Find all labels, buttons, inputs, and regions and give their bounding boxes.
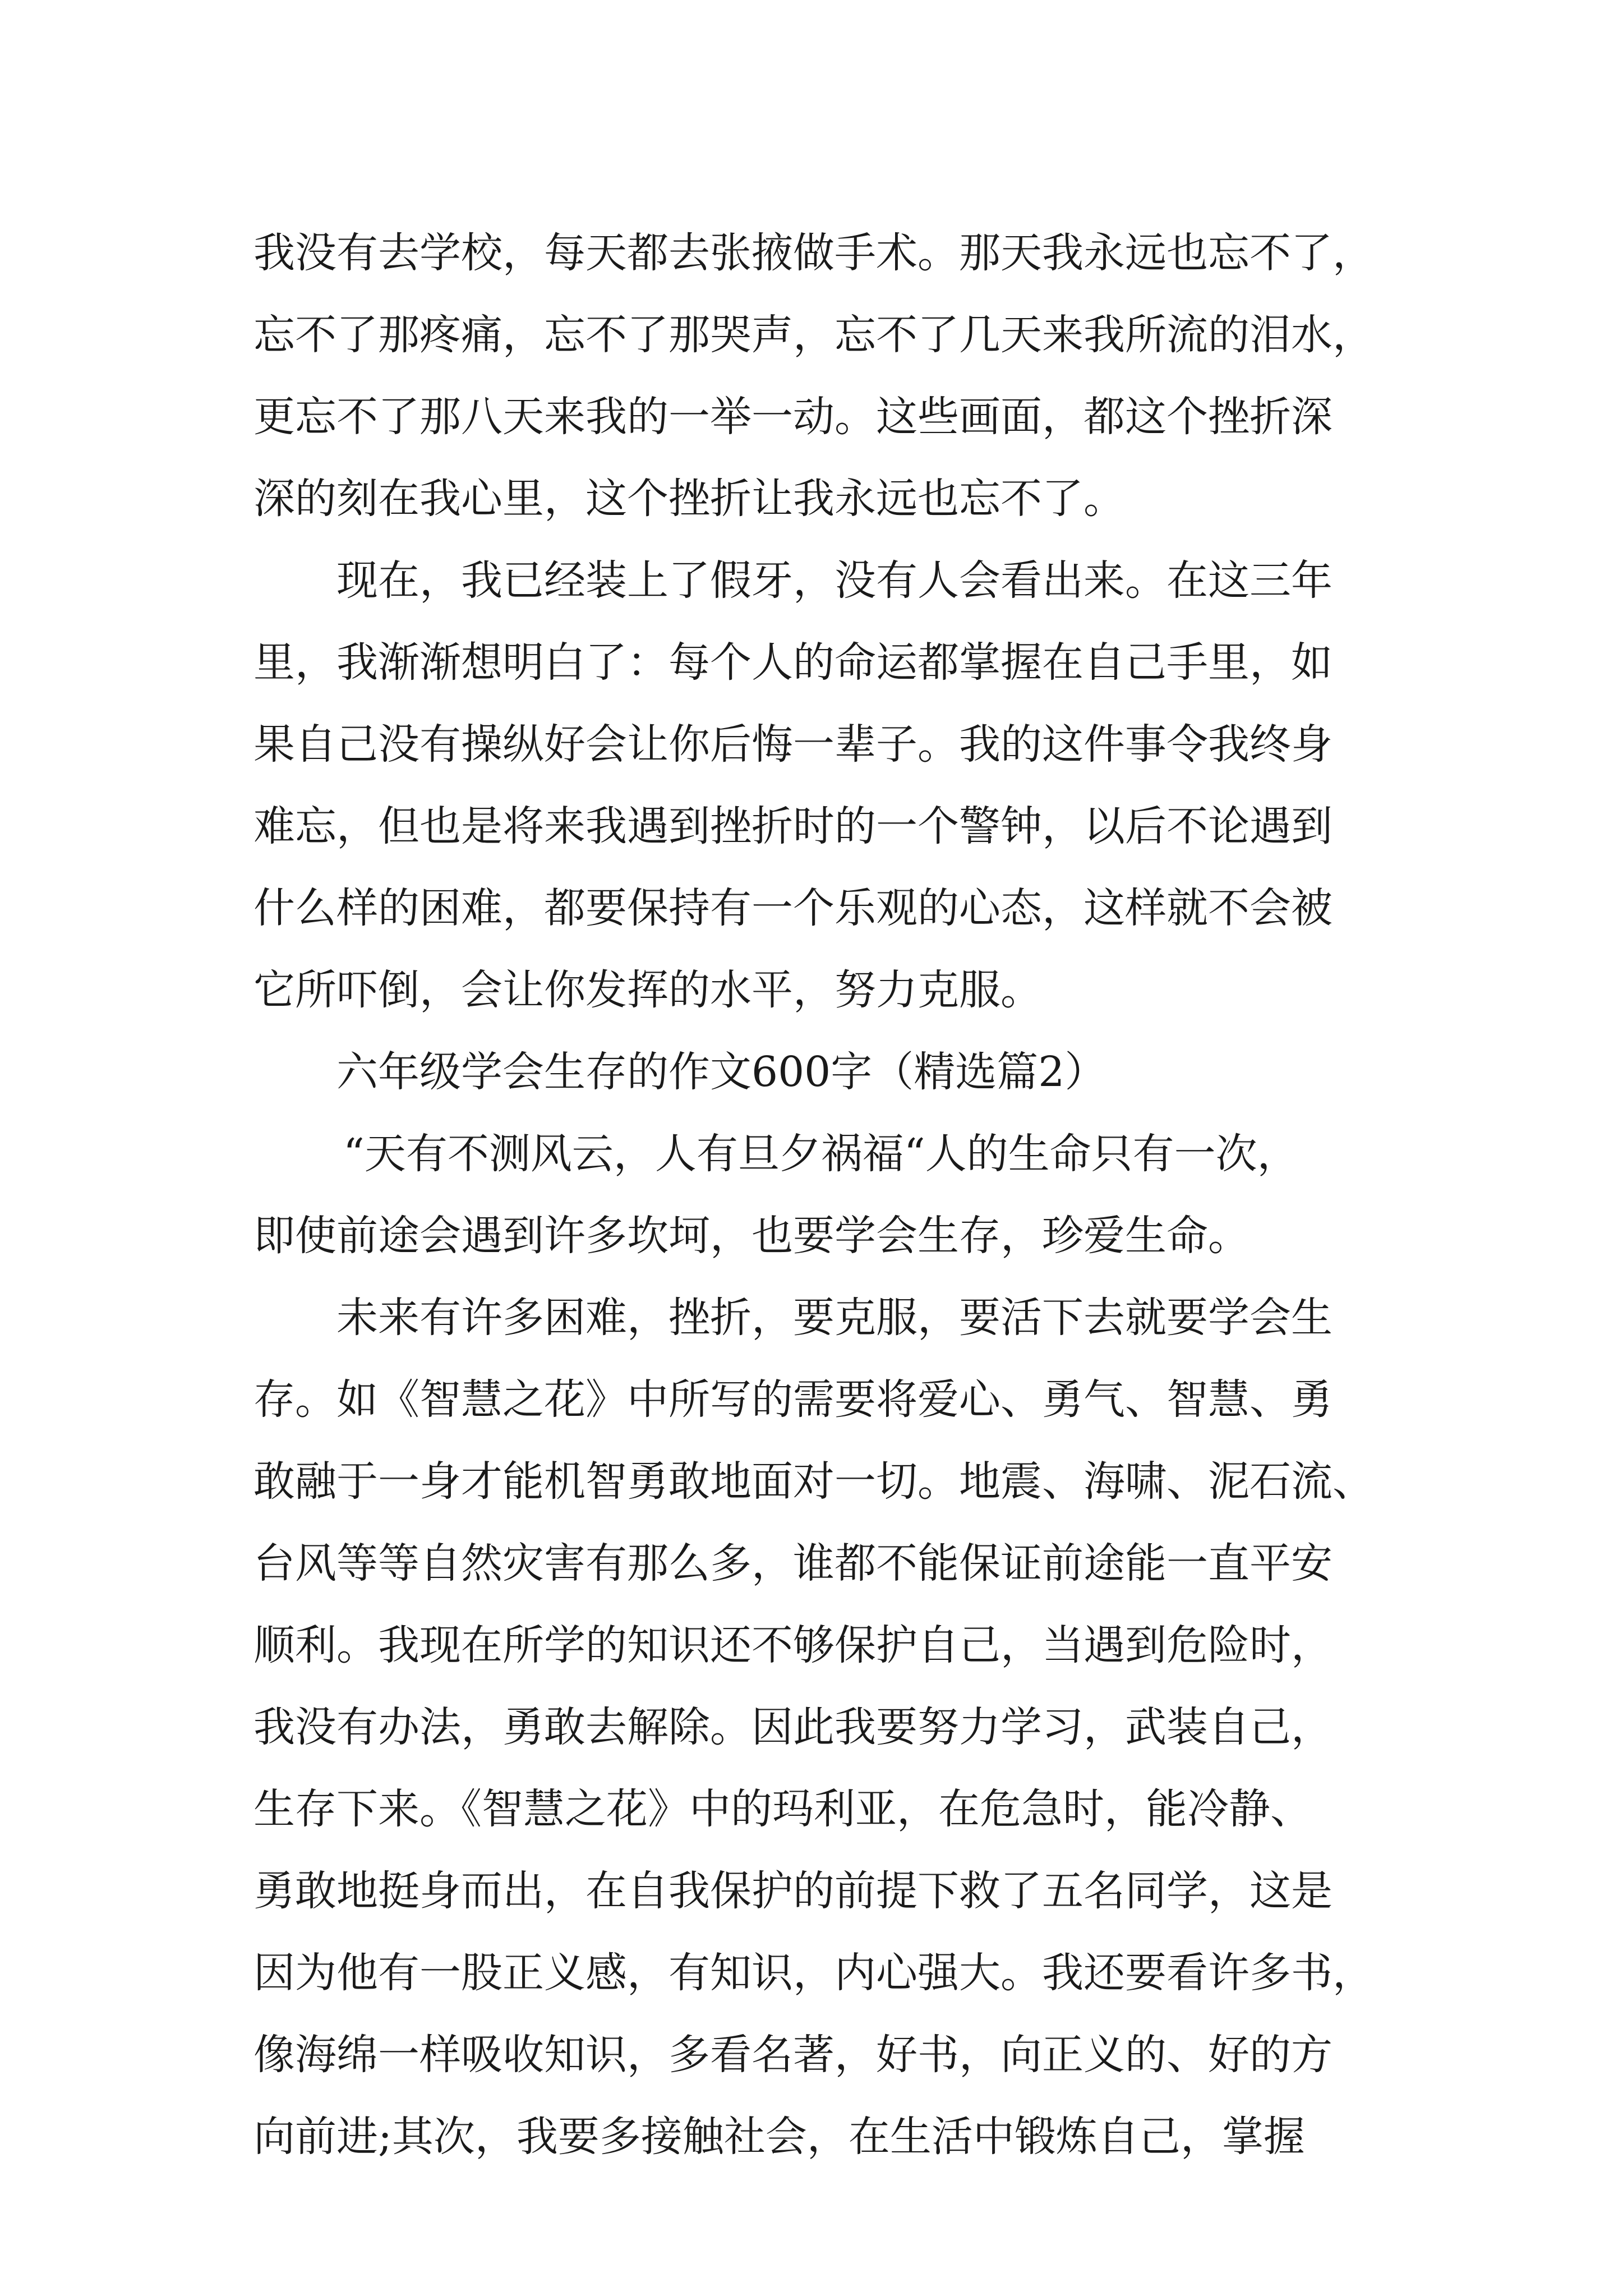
- paragraph-start-line: 未来有许多困难，挫折，要克服，要活下去就要学会生: [336, 1294, 1332, 1342]
- text-line: 它所吓倒，会让你发挥的水平，努力克服。: [253, 966, 1042, 1014]
- text-line: 勇敢地挺身而出，在自我保护的前提下救了五名同学，这是: [253, 1867, 1332, 1915]
- section-heading: 六年级学会生存的作文600字（精选篇2）: [336, 1048, 1106, 1096]
- text-line: 我没有办法，勇敢去解除。因此我要努力学习，武装自己，: [253, 1703, 1332, 1751]
- text-line: 存。如《智慧之花》中所写的需要将爱心、勇气、智慧、勇: [253, 1375, 1332, 1424]
- text-line: 向前进;其次，我要多接触社会，在生活中锻炼自己，掌握: [253, 2113, 1305, 2161]
- text-line: 忘不了那疼痛，忘不了那哭声，忘不了几天来我所流的泪水，: [253, 311, 1374, 359]
- text-line: 果自己没有操纵好会让你后悔一辈子。我的这件事令我终身: [253, 720, 1332, 769]
- text-line: 像海绵一样吸收知识，多看名著，好书，向正义的、好的方: [253, 2031, 1332, 2079]
- text-line: 敢融于一身才能机智勇敢地面对一切。地震、海啸、泥石流、: [253, 1457, 1374, 1506]
- paragraph-start-line: “天有不测风云，人有旦夕祸福“人的生命只有一次，: [343, 1130, 1299, 1178]
- paragraph-start-line: 现在，我已经装上了假牙，没有人会看出来。在这三年: [336, 556, 1332, 605]
- text-line: 顺利。我现在所学的知识还不够保护自己，当遇到危险时，: [253, 1621, 1332, 1669]
- text-line: 什么样的困难，都要保持有一个乐观的心态，这样就不会被: [253, 884, 1332, 932]
- text-line: 深的刻在我心里，这个挫折让我永远也忘不了。: [253, 475, 1125, 523]
- text-line: 即使前途会遇到许多坎坷，也要学会生存，珍爱生命。: [253, 1212, 1249, 1260]
- text-line: 更忘不了那八天来我的一举一动。这些画面，都这个挫折深: [253, 393, 1332, 441]
- text-line: 难忘，但也是将来我遇到挫折时的一个警钟，以后不论遇到: [253, 802, 1332, 850]
- text-line: 因为他有一股正义感，有知识，内心强大。我还要看许多书，: [253, 1949, 1374, 1997]
- text-line: 台风等等自然灾害有那么多，谁都不能保证前途能一直平安: [253, 1539, 1332, 1588]
- essay-text: [253, 212, 1375, 2178]
- text-line: 我没有去学校，每天都去张掖做手术。那天我永远也忘不了，: [253, 229, 1374, 277]
- text-line: 里，我渐渐想明白了：每个人的命运都掌握在自己手里，如: [253, 638, 1332, 687]
- text-line: 生存下来。《智慧之花》中的玛利亚，在危急时，能冷静、: [253, 1785, 1312, 1833]
